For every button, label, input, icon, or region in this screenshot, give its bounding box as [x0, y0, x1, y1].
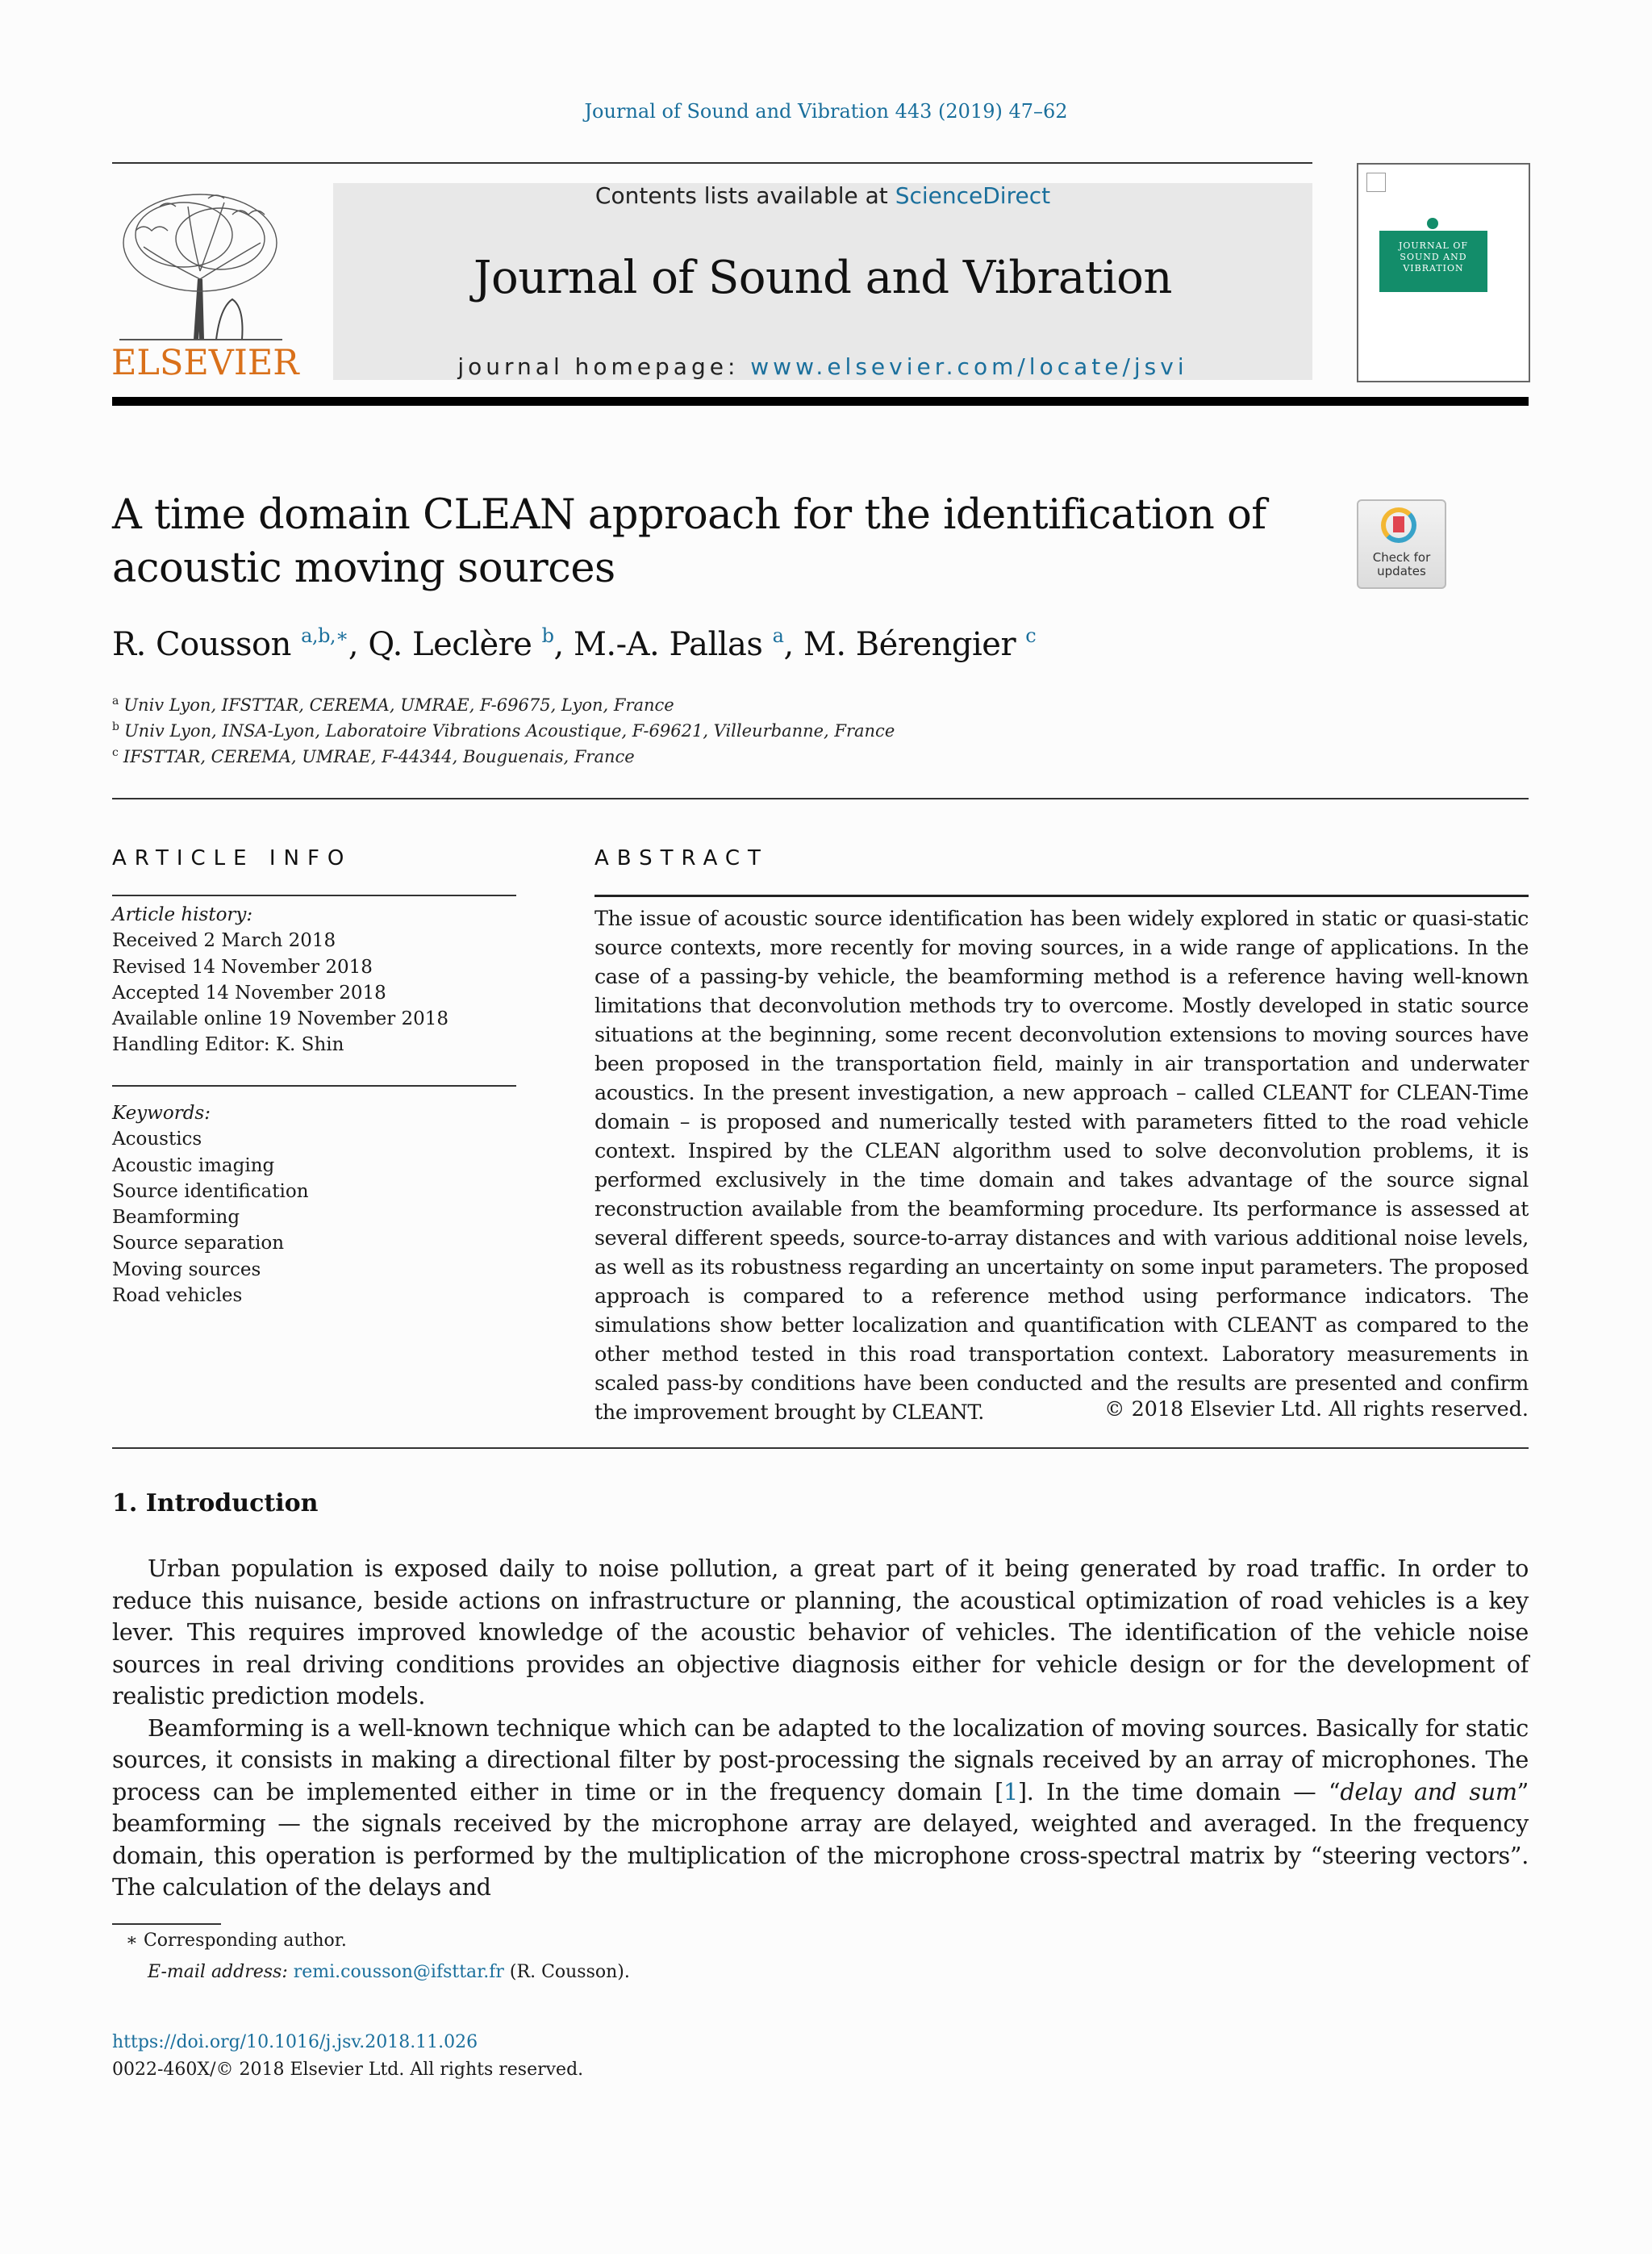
cover-publisher-mark — [1366, 173, 1386, 192]
keyword: Acoustics — [112, 1129, 202, 1150]
journal-homepage-link[interactable]: www.elsevier.com/locate/jsvi — [750, 353, 1188, 380]
article-info-heading: ARTICLE INFO — [112, 846, 353, 870]
cover-emblem-icon — [1427, 218, 1438, 229]
journal-name: Journal of Sound and Vibration — [473, 252, 1172, 304]
elsevier-wordmark: ELSEVIER — [111, 343, 299, 383]
keyword: Beamforming — [112, 1207, 240, 1229]
history-item: Handling Editor: K. Shin — [112, 1034, 344, 1056]
header-top-rule — [112, 162, 1312, 164]
doi-link[interactable]: https://doi.org/10.1016/j.jsv.2018.11.026 — [112, 2032, 478, 2052]
abstract-bottom-rule — [112, 1447, 1529, 1449]
history-item: Received 2 March 2018 — [112, 930, 336, 952]
author-name[interactable]: M.-A. Pallas — [573, 626, 763, 663]
journal-cover-thumbnail[interactable] — [1357, 163, 1530, 382]
author-affiliation-marks[interactable]: c — [1025, 624, 1037, 647]
history-item: Accepted 14 November 2018 — [112, 982, 386, 1004]
article-title — [112, 489, 1322, 595]
author-affiliation-marks[interactable]: a,b,∗ — [301, 624, 348, 647]
check-for-updates-label: Check for updates — [1372, 550, 1431, 578]
abstract-text: The issue of acoustic source identification has been widely explored in static or quasi-static source contexts, more recently for moving sources, in a wide range of applications. In the case of a passing-by vehicle, the beamforming method is a reference having well-known limitations that deconvolution methods try to overcome. Mostly developed in static source situations at the beginning, some recent deconvolution extensions to moving sources have been proposed in the transportation field, mainly in air transportation and underwater acoustics. In the present investigation, a new approach – called CLEANT for CLEAN-Time domain – is proposed and numerically tested with parameters fitted to the road vehicle context. Inspired by the CLEAN algorithm used to solve deconvolution problems, it is performed exclusively in the time domain and takes advantage of the source signal reconstruction available from the beamforming procedure. Its performance is assessed at several different speeds, source-to-array distances and with various additional noise levels, as well as its robustness regarding an uncertainty on some input parameters. The proposed approach is compared to a reference method using performance indicators. The simulations show better localization and quantification with CLEANT as compared to the other method tested in this road transportation context. Laboratory measurements in scaled pass-by conditions have been conducted and the results are presented and confirm the improvement brought by CLEANT. — [594, 906, 1529, 1424]
keyword: Moving sources — [112, 1258, 261, 1280]
affiliation-c: $^c$ IFSTTAR, CEREMA, UMRAE, F-44344, Bouguenais, France — [112, 746, 635, 766]
history-item: Revised 14 November 2018 — [112, 956, 373, 978]
email-note: E-mail address: remi.cousson@ifsttar.fr (R. Cousson). — [148, 1962, 630, 1982]
author-name[interactable]: R. Cousson — [112, 626, 291, 663]
check-for-updates-button[interactable] — [1357, 499, 1446, 589]
history-item: Available online 19 November 2018 — [112, 1008, 449, 1030]
author-affiliation-marks[interactable]: b — [541, 624, 554, 647]
abstract-copyright: © 2018 Elsevier Ltd. All rights reserved. — [1104, 1396, 1529, 1421]
header-bottom-rule — [112, 397, 1529, 406]
article-info-rule — [112, 895, 516, 896]
keywords — [112, 1100, 515, 1309]
author-name[interactable]: Q. Leclère — [368, 626, 532, 663]
reference-link[interactable]: 1 — [1003, 1777, 1018, 1805]
sciencedirect-link[interactable]: ScienceDirect — [895, 182, 1051, 209]
author-email-link[interactable]: remi.cousson@ifsttar.fr — [293, 1962, 504, 1982]
cover-title: JOURNAL OF SOUND AND VIBRATION — [1379, 231, 1487, 292]
section-heading-introduction: 1. Introduction — [112, 1489, 319, 1517]
history-label: Article history: — [112, 904, 253, 925]
author-affiliation-marks[interactable]: a — [772, 624, 784, 647]
abstract-rule — [594, 895, 1529, 897]
title-line-2: acoustic moving sources — [112, 545, 615, 592]
title-line-1: A time domain CLEAN approach for the identification of — [112, 491, 1266, 539]
abstract-heading: ABSTRACT — [594, 846, 769, 870]
issn-copyright: 0022-460X/© 2018 Elsevier Ltd. All rights reserved. — [112, 2060, 584, 2080]
journal-citation-link[interactable]: Journal of Sound and Vibration 443 (2019) 47–62 — [584, 100, 1068, 123]
introduction-body — [112, 1553, 1529, 1904]
keywords-rule — [112, 1085, 516, 1087]
author-list: R. Cousson $^{a,b,∗}$, Q. Leclère $^b$, M.-A. Pallas $^a$, M. Bérengier $^c$ — [112, 624, 1037, 663]
contents-line: Contents lists available at ScienceDirect — [594, 182, 1051, 209]
paragraph: Beamforming is a well-known technique which can be adapted to the localization of moving sources. Basically for static sources, it consists in making a directional filter by post-processing the signals received by an array of microphones. The process can be implemented either in time or in the frequency domain [1]. In the time domain — “delay and sum” beamforming — the signals received by the microphone array are delayed, weighted and averaged. In the frequency domain, this operation is performed by the multiplication of the microphone cross-spectral matrix by “steering vectors”. The calculation of the delays and — [112, 1713, 1529, 1901]
corresponding-author-note: ∗ Corresponding author. — [126, 1931, 347, 1951]
front-matter-rule — [112, 798, 1529, 799]
affiliation-b: $^b$ Univ Lyon, INSA-Lyon, Laboratoire Vibrations Acoustique, F-69621, Villeurbanne, France — [112, 720, 895, 741]
homepage-line: journal homepage: www.elsevier.com/locate/jsvi — [457, 353, 1188, 380]
affiliation-a: $^a$ Univ Lyon, IFSTTAR, CEREMA, UMRAE, F-69675, Lyon, France — [112, 695, 674, 715]
paragraph: Urban population is exposed daily to noise pollution, a great part of it being generated by road traffic. In order to reduce this nuisance, beside actions on infrastructure or planning, the acoustical optimization of road vehicles is a key lever. This requires improved knowledge of the acoustic behavior of vehicles. The identification of the vehicle noise sources in real driving conditions provides an objective diagnosis either for vehicle design or for the development of realistic prediction models. — [112, 1555, 1529, 1709]
keyword: Road vehicles — [112, 1285, 243, 1307]
keyword: Source separation — [112, 1233, 285, 1254]
article-history — [112, 902, 515, 1058]
keyword: Acoustic imaging — [112, 1154, 275, 1176]
footnote-rule — [112, 1923, 221, 1925]
crossmark-bookmark-icon — [1393, 516, 1404, 532]
keyword: Source identification — [112, 1180, 309, 1202]
keywords-label: Keywords: — [112, 1103, 211, 1124]
author-name[interactable]: M. Bérengier — [803, 626, 1016, 663]
